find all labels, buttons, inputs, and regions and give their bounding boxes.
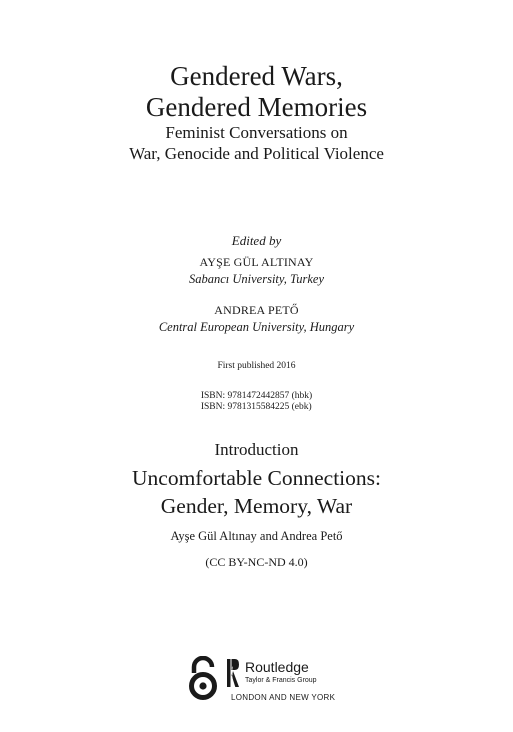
editor-1-affiliation: Sabancı University, Turkey [188, 272, 325, 286]
license-note: (CC BY-NC-ND 4.0) [205, 555, 308, 569]
book-title [0, 61, 513, 123]
book-title-line-2: Gendered Memories [145, 92, 368, 122]
book-subtitle [0, 122, 513, 164]
publisher-group: Taylor & Francis Group [245, 677, 317, 684]
open-access-icon [188, 656, 218, 702]
isbn-hardback: ISBN: 9781472442857 (hbk) [200, 391, 313, 401]
edited-by-label: Edited by [231, 233, 282, 248]
chapter-authors: Ayşe Gül Altınay and Andrea Pető [170, 529, 343, 543]
chapter-title-line-1: Uncomfortable Connections: [132, 466, 381, 490]
publisher-cities: LONDON AND NEW YORK [231, 693, 336, 702]
editor-2-name: ANDREA PETŐ [214, 303, 299, 317]
isbn-ebook: ISBN: 9781315584225 (ebk) [200, 402, 312, 412]
book-title-line-1: Gendered Wars, [170, 61, 343, 91]
publisher-name: Routledge [245, 659, 309, 675]
book-subtitle-line-1: Feminist Conversations on [165, 123, 348, 142]
editor-1-name: AYŞE GÜL ALTINAY [199, 255, 314, 269]
imprint-vertical-text: ROUTLEDGE [230, 666, 235, 685]
book-subtitle-line-2: War, Genocide and Political Violence [129, 144, 384, 163]
chapter-title-line-2: Gender, Memory, War [160, 494, 353, 518]
first-published-note: First published 2016 [217, 361, 296, 371]
publisher-logo-block [188, 656, 348, 706]
chapter-title [0, 464, 513, 520]
routledge-r-icon [226, 658, 240, 688]
editor-2-affiliation: Central European University, Hungary [158, 320, 355, 334]
isbn-block [0, 391, 513, 413]
chapter-label: Introduction [214, 440, 299, 459]
